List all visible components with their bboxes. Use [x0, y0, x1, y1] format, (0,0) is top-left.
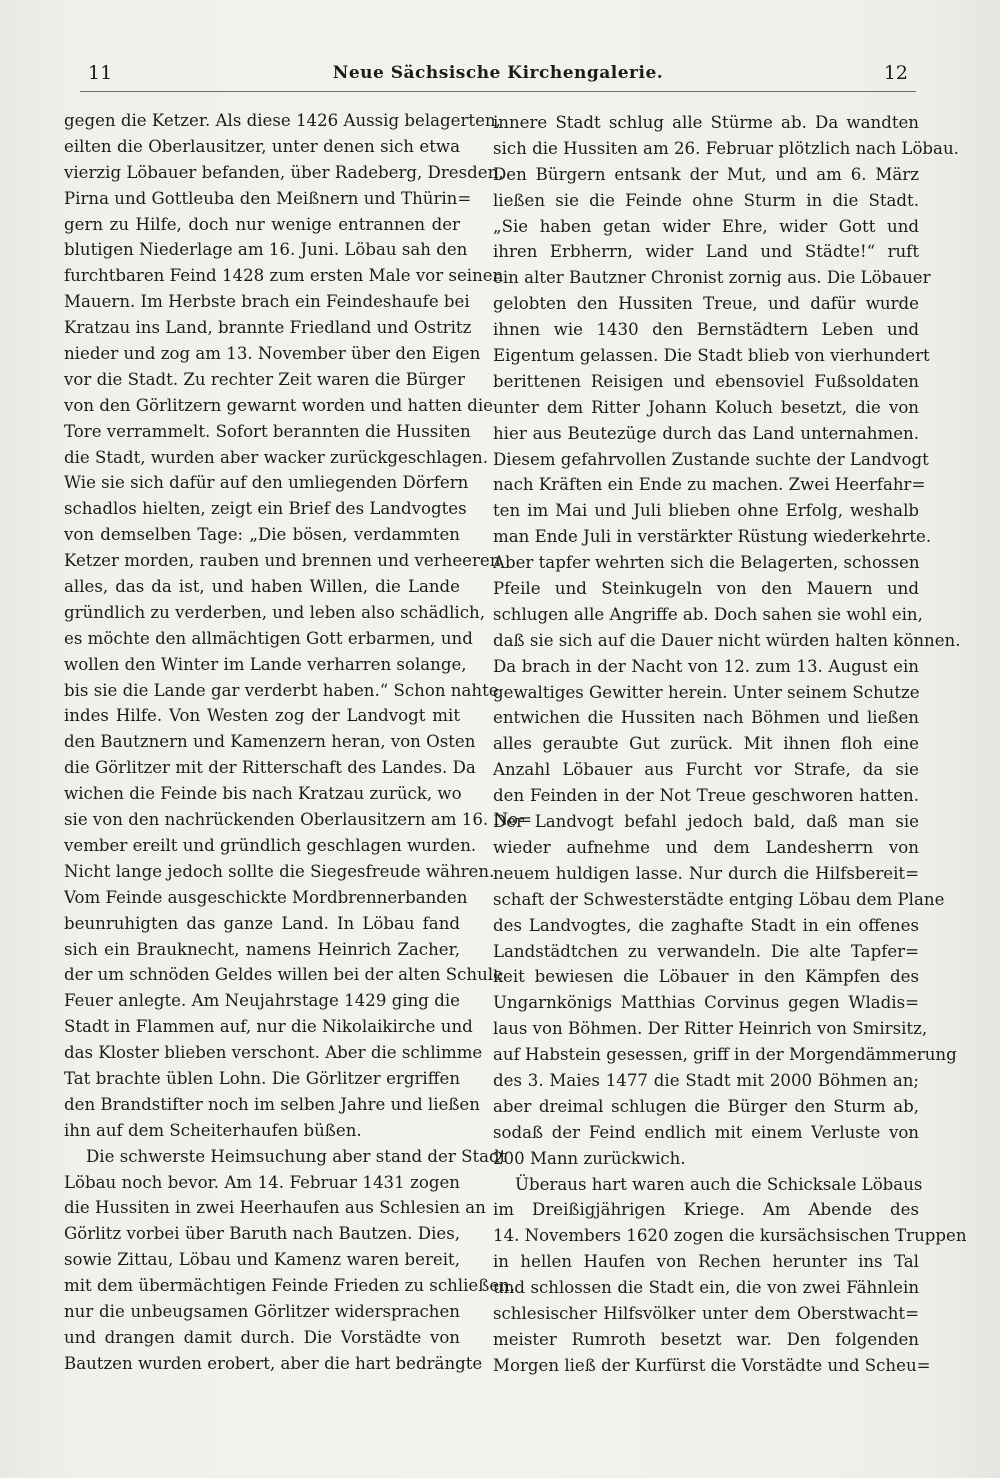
text-line: „Sie haben getan wider Ehre, wider Gott und [493, 216, 919, 236]
text-line: mit dem übermächtigen Feinde Frieden zu schließen, [64, 1276, 516, 1296]
text-line: schadlos hielten, zeigt ein Brief des Landvogtes [64, 499, 467, 519]
text-line: berittenen Reisigen und ebensoviel Fußsoldaten [493, 371, 919, 391]
text-line: Tat brachte üblen Lohn. Die Görlitzer ergriffen [64, 1068, 460, 1088]
text-line: beunruhigten das ganze Land. In Löbau fand [64, 913, 460, 933]
text-line: indes Hilfe. Von Westen zog der Landvogt mit [64, 706, 460, 726]
text-line: wollen den Winter im Lande verharren solange, [64, 654, 467, 674]
text-column-right [493, 110, 967, 1379]
page-number-right: 12 [883, 62, 908, 84]
text-line: Mauern. Im Herbste brach ein Feindeshaufe bei [64, 292, 470, 312]
text-line: die Hussiten in zwei Heerhaufen aus Schlesien an [64, 1198, 486, 1218]
text-line: schlugen alle Angriffe ab. Doch sahen sie wohl ein, [493, 604, 923, 624]
text-line: es möchte den allmächtigen Gott erbarmen, und [64, 628, 473, 648]
text-line: sich ein Brauknecht, namens Heinrich Zacher, [64, 939, 460, 959]
text-line: nieder und zog am 13. November über den Eigen [64, 344, 481, 364]
text-line: daß sie sich auf die Dauer nicht würden halten können. [493, 630, 961, 650]
text-line: Bautzen wurden erobert, aber die hart bedrängte [64, 1353, 483, 1373]
text-line: Görlitz vorbei über Baruth nach Bautzen. Dies, [64, 1224, 460, 1244]
text-line: gelobten den Hussiten Treue, und dafür wurde [493, 294, 919, 314]
text-line: eilten die Oberlausitzer, unter denen sich etwa [64, 136, 460, 156]
text-line: alles, das da ist, und haben Willen, die Lande [64, 577, 460, 597]
text-line: Ketzer morden, rauben und brennen und verheeren [64, 551, 501, 571]
text-line: vember ereilt und gründlich geschlagen wurden. [64, 835, 477, 855]
text-line: Aber tapfer wehrten sich die Belagerten, schossen [493, 553, 920, 573]
text-line: Wie sie sich dafür auf den umliegenden Dörfern [64, 473, 469, 493]
text-line: gern zu Hilfe, doch nur wenige entrannen der [64, 214, 460, 234]
text-line: furchtbaren Feind 1428 zum ersten Male vor seinen [64, 266, 504, 286]
text-line: den Brandstifter noch im selben Jahre und ließen [64, 1094, 480, 1114]
text-line: gründlich zu verderben, und leben also schädlich, [64, 602, 485, 622]
text-line: Vom Feinde ausgeschickte Mordbrennerbanden [64, 887, 468, 907]
text-line: man Ende Juli in verstärkter Rüstung wiederkehrte. [493, 527, 932, 547]
text-line: des 3. Maies 1477 die Stadt mit 2000 Böhmen an; [493, 1070, 919, 1090]
text-line: Nicht lange jedoch sollte die Siegesfreude währen. [64, 861, 495, 881]
text-line: alles geraubte Gut zurück. Mit ihnen floh eine [493, 734, 919, 754]
text-line: innere Stadt schlug alle Stürme ab. Da wandten [493, 113, 919, 132]
text-line: Tore verrammelt. Sofort berannten die Hussiten [64, 421, 471, 441]
text-line: Den Bürgern entsank der Mut, und am 6. März [493, 164, 919, 184]
text-line: im Dreißigjährigen Kriege. Am Abende des [493, 1200, 919, 1220]
text-line: die Stadt, wurden aber wacker zurückgeschlagen. [64, 447, 488, 467]
text-line: ihnen wie 1430 den Bernstädtern Leben und [493, 320, 919, 340]
text-line: 200 Mann zurückwich. [493, 1148, 686, 1168]
text-line: gewaltiges Gewitter herein. Unter seinem Schutze [493, 682, 920, 702]
text-line: meister Rumroth besetzt war. Den folgenden [493, 1329, 919, 1349]
text-line: Pfeile und Steinkugeln von den Mauern und [493, 579, 919, 599]
text-line: nach Kräften ein Ende zu machen. Zwei Heerfahr= [493, 475, 926, 495]
text-line: Diesem gefahrvollen Zustande suchte der Landvogt [493, 449, 929, 469]
text-line: sodaß der Feind endlich mit einem Verluste von [493, 1122, 919, 1142]
text-line: schlesischer Hilfsvölker unter dem Oberstwacht= [493, 1303, 919, 1323]
text-line: aber dreimal schlugen die Bürger den Sturm ab, [493, 1096, 919, 1116]
text-line: laus von Böhmen. Der Ritter Heinrich von Smirsitz, [493, 1019, 928, 1039]
text-line: entwichen die Hussiten nach Böhmen und ließen [493, 708, 919, 728]
text-line: ein alter Bautzner Chronist zornig aus. Die Löbauer [493, 268, 931, 288]
text-line: Feuer anlegte. Am Neujahrstage 1429 ging die [64, 991, 460, 1011]
page-header [88, 62, 908, 92]
text-line: wieder aufnehme und dem Landesherrn von [493, 837, 919, 857]
text-line: keit bewiesen die Löbauer in den Kämpfen des [493, 967, 919, 987]
text-line: schaft der Schwesterstädte entging Löbau dem Plane [493, 889, 945, 909]
text-line: ihren Erbherrn, wider Land und Städte!“ ruft [493, 242, 919, 262]
text-line: ließen sie die Feinde ohne Sturm in die Stadt. [493, 190, 919, 210]
text-line: die Görlitzer mit der Ritterschaft des Landes. Da [64, 758, 476, 778]
running-title: Neue Sächsische Kirchengalerie. [332, 63, 664, 83]
text-line: Landstädtchen zu verwandeln. Die alte Tapfer= [493, 941, 919, 961]
text-column-left [64, 108, 532, 1377]
text-line: Die schwerste Heimsuchung aber stand der Stadt [86, 1146, 507, 1166]
text-line: vor die Stadt. Zu rechter Zeit waren die Bürger [64, 369, 465, 389]
text-line: den Bautznern und Kamenzern heran, von Osten [64, 732, 476, 752]
page-number-left: 11 [88, 62, 113, 84]
text-line: Da brach in der Nacht von 12. zum 13. August ein [493, 656, 919, 676]
text-line: auf Habstein gesessen, griff in der Morgendämmerung [493, 1045, 957, 1065]
text-line: Kratzau ins Land, brannte Friedland und Ostritz [64, 318, 472, 338]
text-line: Der Landvogt befahl jedoch bald, daß man sie [493, 812, 919, 832]
text-line: bis sie die Lande gar verderbt haben.“ Schon nahte [64, 680, 499, 700]
text-line: von demselben Tage: „Die bösen, verdammten [64, 525, 460, 545]
text-line: Pirna und Gottleuba den Meißnern und Thürin= [64, 188, 472, 208]
text-line: sie von den nachrückenden Oberlausitzern am 16. No= [64, 810, 532, 830]
text-line: vierzig Löbauer befanden, über Radeberg, Dresden, [64, 162, 504, 182]
text-line: ten im Mai und Juli blieben ohne Erfolg, weshalb [493, 501, 919, 521]
text-line: Überaus hart waren auch die Schicksale Löbaus [515, 1174, 923, 1194]
text-line: des Landvogtes, die zaghafte Stadt in ein offenes [493, 915, 919, 935]
text-line: Morgen ließ der Kurfürst die Vorstädte und Scheu= [493, 1355, 931, 1375]
text-line: Ungarnkönigs Matthias Corvinus gegen Wladis= [493, 993, 919, 1013]
text-line: wichen die Feinde bis nach Kratzau zurück, wo [64, 784, 462, 804]
text-line: Stadt in Flammen auf, nur die Nikolaikirche und [64, 1017, 473, 1037]
text-line: Eigentum gelassen. Die Stadt blieb von vierhundert [493, 346, 930, 366]
text-line: neuem huldigen lasse. Nur durch die Hilfsbereit= [493, 863, 919, 883]
text-line: ihn auf dem Scheiterhaufen büßen. [64, 1120, 362, 1140]
text-line: gegen die Ketzer. Als diese 1426 Aussig belagerten, [64, 111, 501, 130]
text-line: das Kloster blieben verschont. Aber die schlimme [64, 1043, 483, 1063]
text-line: nur die unbeugsamen Görlitzer widersprachen [64, 1301, 460, 1321]
text-line: sich die Hussiten am 26. Februar plötzlich nach Löbau. [493, 138, 959, 158]
text-line: blutigen Niederlage am 16. Juni. Löbau sah den [64, 240, 468, 260]
text-line: Löbau noch bevor. Am 14. Februar 1431 zogen [64, 1172, 460, 1192]
text-line: Anzahl Löbauer aus Furcht vor Strafe, da sie [493, 760, 919, 780]
header-rule [80, 91, 916, 92]
text-line: 14. Novembers 1620 zogen die kursächsischen Truppen [493, 1226, 967, 1246]
text-line: von den Görlitzern gewarnt worden und hatten die [64, 395, 493, 415]
text-line: und schlossen die Stadt ein, die von zwei Fähnlein [493, 1278, 919, 1298]
text-line: hier aus Beutezüge durch das Land unternahmen. [493, 423, 919, 443]
text-line: in hellen Haufen von Rechen herunter ins Tal [493, 1252, 919, 1272]
text-line: und drangen damit durch. Die Vorstädte von [64, 1327, 460, 1347]
text-line: den Feinden in der Not Treue geschworen hatten. [493, 786, 919, 806]
text-line: sowie Zittau, Löbau und Kamenz waren bereit, [64, 1250, 460, 1270]
text-line: der um schnöden Geldes willen bei der alten Schule [64, 965, 503, 985]
text-line: unter dem Ritter Johann Koluch besetzt, die von [493, 397, 919, 417]
